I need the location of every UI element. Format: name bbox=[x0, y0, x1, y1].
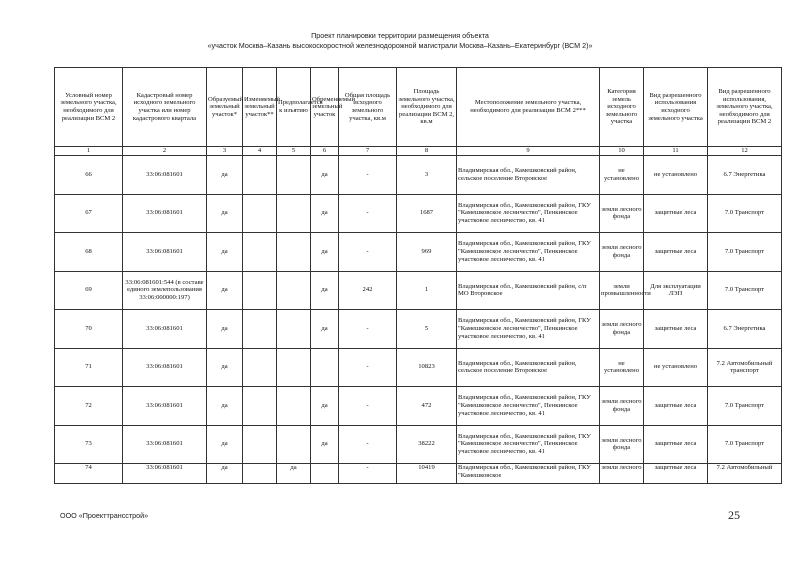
cell-number: 73 bbox=[55, 425, 123, 464]
cell-category: земли лесного фонда bbox=[600, 425, 644, 464]
col-number: 1 bbox=[55, 147, 123, 156]
table-row bbox=[55, 387, 782, 426]
col-header-conditional-number: Условный номер земельного участка, необходимого для реализации ВСМ 2 bbox=[55, 68, 123, 147]
table-row bbox=[55, 156, 782, 195]
cell-permitted-use: защитные леса bbox=[644, 464, 708, 484]
cell-cadastral: 33:06:081601 bbox=[123, 348, 207, 387]
cell-area: 5 bbox=[397, 310, 457, 349]
cell-area: 38222 bbox=[397, 425, 457, 464]
col-number: 5 bbox=[277, 147, 311, 156]
cell-permitted-use: не установлено bbox=[644, 348, 708, 387]
col-number: 3 bbox=[207, 147, 243, 156]
cell-location: Владимирская обл., Камешковский район, ГКУ "Камешковское bbox=[457, 464, 600, 484]
cell-total-area: - bbox=[339, 464, 397, 484]
cell-changed bbox=[243, 271, 277, 310]
cell-number: 66 bbox=[55, 156, 123, 195]
cell-category: земли лесного bbox=[600, 464, 644, 484]
cell-permitted-use: защитные леса bbox=[644, 310, 708, 349]
col-header-changed: Изменяемый земельный участок** bbox=[243, 68, 277, 147]
cell-changed bbox=[243, 348, 277, 387]
header-subtitle: «участок Москва–Казань высокоскоростной железнодорожной магистрали Москва–Казань–Екатеринбург (ВСМ 2)» bbox=[207, 41, 593, 50]
cell-cadastral: 33:06:081601:544 (в составе единого землепользования 33:06:000000:197) bbox=[123, 271, 207, 310]
cell-cadastral: 33:06:081601 bbox=[123, 233, 207, 272]
cell-category: земли лесного фонда bbox=[600, 387, 644, 426]
cell-permitted-use: Для эксплуатации ЛЭП bbox=[644, 271, 708, 310]
cell-total-area: - bbox=[339, 233, 397, 272]
cell-number: 70 bbox=[55, 310, 123, 349]
cell-formed: да bbox=[207, 387, 243, 426]
col-header-category: Категория земель исходного земельного участка bbox=[600, 68, 644, 147]
cell-category: земли лесного фонда bbox=[600, 194, 644, 233]
cell-target-use: 7.0 Транспорт bbox=[708, 425, 782, 464]
page-number: 25 bbox=[728, 508, 740, 522]
cell-seized bbox=[277, 387, 311, 426]
cell-category: не установлено bbox=[600, 348, 644, 387]
cell-location: Владимирская обл., Камешковский район, с/п МО Второвское bbox=[457, 271, 600, 310]
cell-location: Владимирская обл., Камешковский район, ГКУ "Камешковское лесничество", Пенкинское участковое лесничество, кв. 41 bbox=[457, 387, 600, 426]
cell-target-use: 6.7 Энергетика bbox=[708, 310, 782, 349]
cell-total-area: - bbox=[339, 387, 397, 426]
table-row bbox=[55, 233, 782, 272]
cell-cadastral: 33:06:081601 bbox=[123, 464, 207, 484]
cell-seized bbox=[277, 310, 311, 349]
cell-area: 3 bbox=[397, 156, 457, 195]
cell-area: 10823 bbox=[397, 348, 457, 387]
cell-target-use: 7.0 Транспорт bbox=[708, 387, 782, 426]
cell-encumbered: да bbox=[311, 387, 339, 426]
cell-formed: да bbox=[207, 271, 243, 310]
cell-target-use: 6.7 Энергетика bbox=[708, 156, 782, 195]
cell-seized bbox=[277, 271, 311, 310]
cell-total-area: - bbox=[339, 194, 397, 233]
cell-total-area: 242 bbox=[339, 271, 397, 310]
cell-target-use: 7.0 Транспорт bbox=[708, 233, 782, 272]
cell-changed bbox=[243, 194, 277, 233]
col-number: 8 bbox=[397, 147, 457, 156]
cell-permitted-use: защитные леса bbox=[644, 425, 708, 464]
cell-formed: да bbox=[207, 233, 243, 272]
table-row bbox=[55, 310, 782, 349]
cell-seized bbox=[277, 156, 311, 195]
cell-area: 969 bbox=[397, 233, 457, 272]
col-header-total-area: Общая площадь исходного земельного участка, кв.м bbox=[339, 68, 397, 147]
cell-number: 67 bbox=[55, 194, 123, 233]
cell-cadastral: 33:06:081601 bbox=[123, 310, 207, 349]
cell-seized bbox=[277, 194, 311, 233]
company-name: ООО «Проекттрансстрой» bbox=[60, 511, 149, 520]
column-number-row bbox=[55, 147, 782, 156]
cell-formed: да bbox=[207, 310, 243, 349]
col-number: 9 bbox=[457, 147, 600, 156]
cell-total-area: - bbox=[339, 156, 397, 195]
cell-location: Владимирская обл., Камешковский район, ГКУ "Камешковское лесничество", Пенкинское участковое лесничество, кв. 41 bbox=[457, 310, 600, 349]
cell-formed: да bbox=[207, 156, 243, 195]
col-number: 11 bbox=[644, 147, 708, 156]
cell-permitted-use: защитные леса bbox=[644, 233, 708, 272]
cell-location: Владимирская обл., Камешковский район, сельское поселение Второвское bbox=[457, 156, 600, 195]
cell-seized bbox=[277, 233, 311, 272]
cell-encumbered: да bbox=[311, 425, 339, 464]
cell-seized: да bbox=[277, 464, 311, 484]
cell-formed: да bbox=[207, 194, 243, 233]
cell-number: 74 bbox=[55, 464, 123, 484]
col-header-target-use: Вид разрешенного использования, земельного участка, необходимого для реализации ВСМ 2 bbox=[708, 68, 782, 147]
cell-encumbered: да bbox=[311, 194, 339, 233]
table-row bbox=[55, 194, 782, 233]
table-header-row bbox=[55, 68, 782, 147]
cell-formed: да bbox=[207, 464, 243, 484]
cell-changed bbox=[243, 464, 277, 484]
cell-number: 71 bbox=[55, 348, 123, 387]
cell-formed: да bbox=[207, 348, 243, 387]
cell-changed bbox=[243, 310, 277, 349]
col-header-encumbered: Обременяемый земельный участок bbox=[311, 68, 339, 147]
cell-number: 69 bbox=[55, 271, 123, 310]
cell-cadastral: 33:06:081601 bbox=[123, 425, 207, 464]
cell-encumbered: да bbox=[311, 310, 339, 349]
table-row bbox=[55, 425, 782, 464]
cell-formed: да bbox=[207, 425, 243, 464]
col-header-area: Площадь земельного участка, необходимого для реализации ВСМ 2, кв.м bbox=[397, 68, 457, 147]
cell-seized bbox=[277, 348, 311, 387]
cell-permitted-use: защитные леса bbox=[644, 387, 708, 426]
cell-category: земли лесного фонда bbox=[600, 233, 644, 272]
cell-category: земли промышленности bbox=[600, 271, 644, 310]
cell-encumbered bbox=[311, 464, 339, 484]
cell-total-area: - bbox=[339, 425, 397, 464]
cell-seized bbox=[277, 425, 311, 464]
col-number: 2 bbox=[123, 147, 207, 156]
cell-location: Владимирская обл., Камешковский район, ГКУ "Камешковское лесничество", Пенкинское участковое лесничество, кв. 41 bbox=[457, 425, 600, 464]
cell-location: Владимирская обл., Камешковский район, сельское поселение Второвское bbox=[457, 348, 600, 387]
cell-total-area: - bbox=[339, 348, 397, 387]
col-header-location: Местоположение земельного участка, необходимого для реализации ВСМ 2*** bbox=[457, 68, 600, 147]
col-header-permitted-use: Вид разрешенного использования исходного земельного участка bbox=[644, 68, 708, 147]
cell-target-use: 7.0 Транспорт bbox=[708, 194, 782, 233]
cell-permitted-use: защитные леса bbox=[644, 194, 708, 233]
cell-total-area: - bbox=[339, 310, 397, 349]
cell-encumbered: да bbox=[311, 271, 339, 310]
col-header-formed: Образуемый земельный участок* bbox=[207, 68, 243, 147]
cell-changed bbox=[243, 233, 277, 272]
cell-cadastral: 33:06:081601 bbox=[123, 156, 207, 195]
cell-encumbered bbox=[311, 348, 339, 387]
cell-target-use: 7.2 Автомобильный транспорт bbox=[708, 348, 782, 387]
cell-number: 68 bbox=[55, 233, 123, 272]
col-number: 7 bbox=[339, 147, 397, 156]
land-plots-table bbox=[54, 67, 782, 484]
table-row bbox=[55, 464, 782, 484]
cell-location: Владимирская обл., Камешковский район, ГКУ "Камешковское лесничество", Пенкинское участковое лесничество, кв. 41 bbox=[457, 194, 600, 233]
cell-encumbered: да bbox=[311, 156, 339, 195]
col-header-seized: Предполагается к изъятию bbox=[277, 68, 311, 147]
col-number: 10 bbox=[600, 147, 644, 156]
col-number: 6 bbox=[311, 147, 339, 156]
col-header-cadastral-number: Кадастровый номер исходного земельного участка или номер кадастрового квартала bbox=[123, 68, 207, 147]
cell-category: земли лесного фонда bbox=[600, 310, 644, 349]
cell-number: 72 bbox=[55, 387, 123, 426]
cell-target-use: 7.2 Автомобильный bbox=[708, 464, 782, 484]
document-header bbox=[0, 31, 800, 51]
table-row bbox=[55, 271, 782, 310]
cell-target-use: 7.0 Транспорт bbox=[708, 271, 782, 310]
cell-area: 10419 bbox=[397, 464, 457, 484]
cell-encumbered: да bbox=[311, 233, 339, 272]
cell-cadastral: 33:06:081601 bbox=[123, 387, 207, 426]
cell-area: 1 bbox=[397, 271, 457, 310]
table-row bbox=[55, 348, 782, 387]
cell-permitted-use: не установлено bbox=[644, 156, 708, 195]
cell-area: 472 bbox=[397, 387, 457, 426]
cell-category: не установлено bbox=[600, 156, 644, 195]
header-title: Проект планировки территории размещения объекта bbox=[311, 31, 489, 40]
cell-changed bbox=[243, 156, 277, 195]
col-number: 12 bbox=[708, 147, 782, 156]
cell-location: Владимирская обл., Камешковский район, ГКУ "Камешковское лесничество", Пенкинское участковое лесничество, кв. 41 bbox=[457, 233, 600, 272]
cell-cadastral: 33:06:081601 bbox=[123, 194, 207, 233]
col-number: 4 bbox=[243, 147, 277, 156]
cell-changed bbox=[243, 425, 277, 464]
cell-area: 1687 bbox=[397, 194, 457, 233]
cell-changed bbox=[243, 387, 277, 426]
